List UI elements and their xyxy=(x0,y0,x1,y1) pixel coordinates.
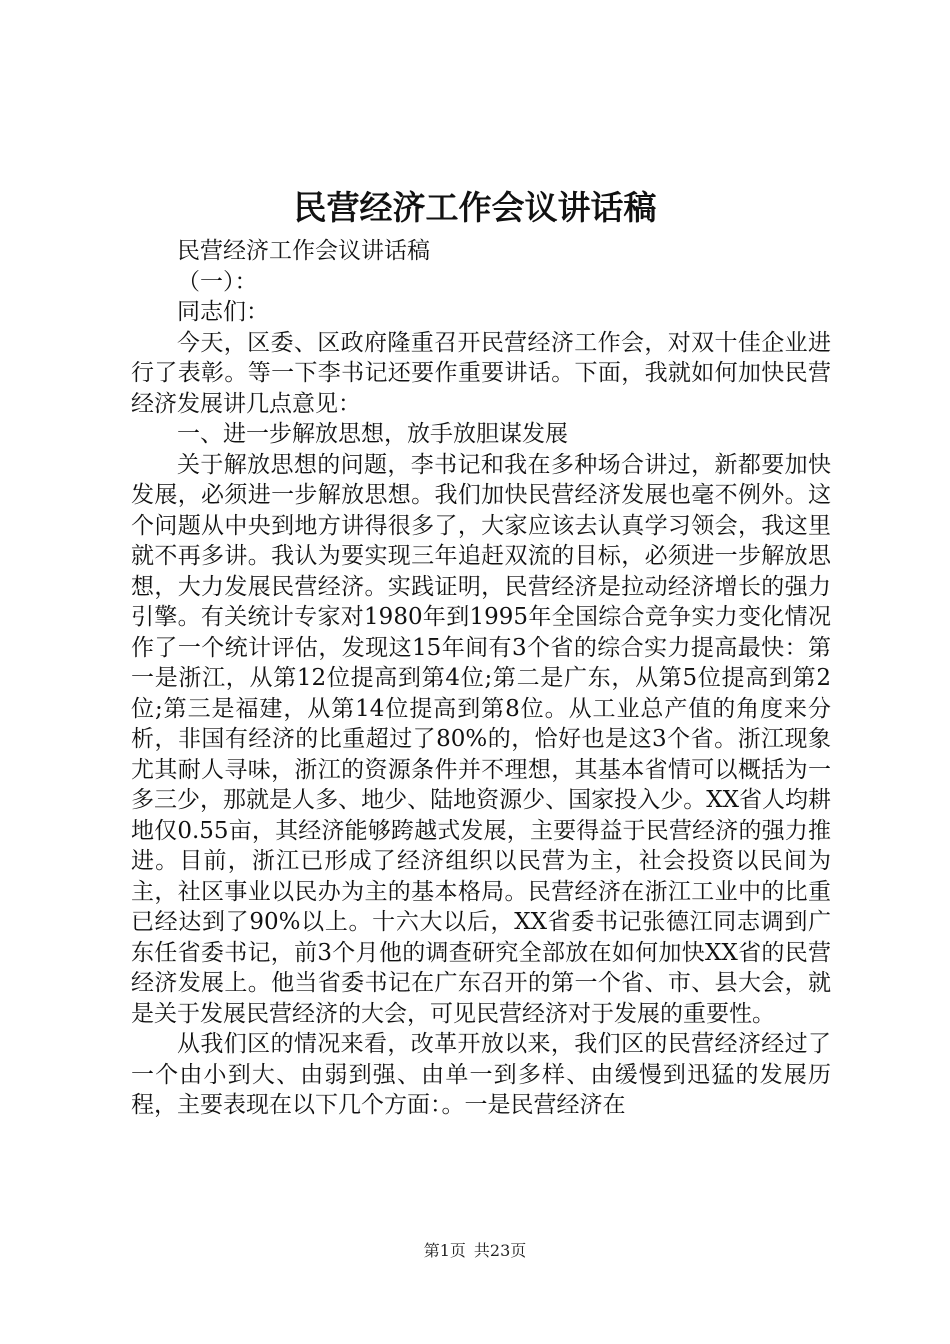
paragraph-salutation: 同志们： xyxy=(177,299,269,325)
paragraph-body: 关于解放思想的问题，李书记和我在多种场合讲过，新都要加快发展，必须进一步解放思想。我们加快民营经济发展也毫不例外。这个问题从中央到地方讲得很多了，大家应该去认真学习领会，我这里就不再多讲。我认为要实现三年追赶双流的目标，必须进一步解放思想，大力发展民营经济。实践证明，民营经济是拉动经济增长的强力引擎。有关统计专家对1980年到1995年全国综合竞争实力变化情况作了一个统计评估，发现这15年间有3个省的综合实力提高最快：第一是浙江，从第12位提高到第4位;第二是广东，从第5位提高到第2位;第三是福建，从第14位提高到第8位。从工业总产值的角度来分析，非国有经济的比重超过了80%的，恰好也是这3个省。浙江现象尤其耐人寻味，浙江的资源条件并不理想，其基本省情可以概括为一多三少，那就是人多、地少、陆地资源少、国家投入少。XX省人均耕地仅0.55亩，其经济能够跨越式发展，主要得益于民营经济的强力推进。目前，浙江已形成了经济组织以民营为主，社会投资以民间为主，社区事业以民办为主的基本格局。民营经济在浙江工业中的比重已经达到了90%以上。十六大以后，XX省委书记张德江同志调到广东任省委书记，前3个月他的调查研究全部放在如何加快XX省的民营经济发展上。他当省委书记在广东召开的第一个省、市、县大会，就是关于发展民营经济的大会，可见民营经济对于发展的重要性。 xyxy=(131,451,831,1027)
page-footer xyxy=(0,1240,950,1262)
page-total: 共23页 xyxy=(473,1241,527,1260)
page-number: 第1页 xyxy=(423,1241,466,1260)
paragraph-opening: 今天，区委、区政府隆重召开民营经济工作会，对双十佳企业进行了表彰。等一下李书记还要作重要讲话。下面，我就如何加快民营经济发展讲几点意见： xyxy=(131,329,831,417)
document-body xyxy=(131,236,831,1121)
paragraph-subtitle: 民营经济工作会议讲话稿 xyxy=(177,238,430,264)
document-title: 民营经济工作会议讲话稿 xyxy=(293,188,657,227)
paragraph-body: 从我们区的情况来看，改革开放以来，我们区的民营经济经过了一个由小到大、由弱到强、由单一到多样、由缓慢到迅猛的发展历程，主要表现在以下几个方面：。一是民营经济在 xyxy=(131,1031,831,1118)
paragraph-heading-one: 一、进一步解放思想，放手放胆谋发展 xyxy=(177,421,568,447)
paragraph-section-number: （一）： xyxy=(177,268,258,295)
